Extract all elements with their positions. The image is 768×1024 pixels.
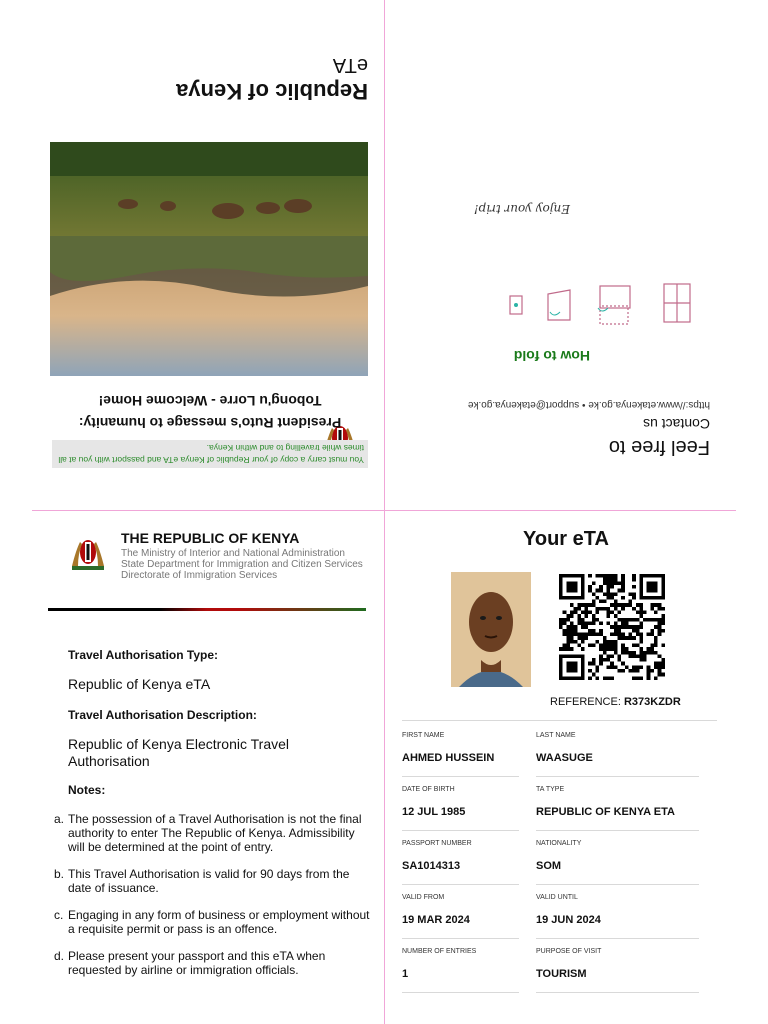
field-label: PASSPORT NUMBER: [402, 840, 472, 847]
ministry-block: [121, 548, 363, 581]
enjoy-trip-text: Enjoy your trip!: [473, 202, 570, 216]
directorate-line: Directorate of Immigration Services: [121, 570, 278, 581]
your-eta-title: Your eTA: [523, 528, 609, 550]
type-label: Travel Authorisation Type:: [68, 648, 219, 662]
field-value: REPUBLIC OF KENYA ETA: [536, 806, 675, 818]
note-item: [54, 867, 374, 895]
reference-value: R373KZDR: [623, 696, 681, 708]
qr-code: [559, 574, 665, 680]
note-key: c.: [54, 908, 64, 922]
reference-line: [550, 696, 681, 708]
note-item: [54, 812, 374, 854]
field-value: TOURISM: [536, 968, 587, 980]
kenya-flag-stripe: [48, 608, 366, 611]
fold-steps-diagram: [400, 280, 720, 330]
field-value: 12 JUL 1985: [402, 806, 466, 818]
field-label: PURPOSE OF VISIT: [536, 948, 602, 955]
field-value: SA1014313: [402, 860, 461, 872]
note-text: This Travel Authorisation is valid for 90 days from the date of issuance.: [68, 867, 350, 895]
authorisation-info-panel: [48, 520, 368, 1010]
field-label: NATIONALITY: [536, 840, 582, 847]
kenya-coat-of-arms-icon: [66, 530, 110, 574]
field-label: NUMBER OF ENTRIES: [402, 948, 477, 955]
field-divider: [402, 830, 519, 831]
message-line-1: President Ruto's message to humanity:: [78, 415, 342, 431]
field-label: VALID UNTIL: [536, 894, 578, 901]
field-label: LAST NAME: [536, 732, 576, 739]
notes-list: [54, 812, 374, 990]
contact-us-text: Contact us: [643, 416, 710, 432]
note-key: d.: [54, 949, 65, 963]
eta-subtitle: eTA: [332, 54, 368, 76]
field-value: 19 MAR 2024: [402, 914, 470, 926]
field-value: 19 JUN 2024: [536, 914, 601, 926]
field-value: WAASUGE: [536, 752, 593, 764]
description-label: Travel Authorisation Description:: [68, 708, 257, 722]
field-label: FIRST NAME: [402, 732, 445, 739]
feel-free-text: Feel free to: [608, 436, 710, 458]
notes-label: Notes:: [68, 783, 106, 797]
note-text: Please present your passport and this eTA when requested by airline or immigration officials.: [68, 949, 326, 977]
field-divider: [402, 992, 519, 993]
field-divider: [402, 938, 519, 939]
type-value: Republic of Kenya eTA: [68, 676, 211, 692]
note-text: Engaging in any form of business or employment without a requisite permit or pass is an offence.: [68, 908, 370, 936]
eta-details-panel: [384, 520, 768, 1010]
field-label: VALID FROM: [402, 894, 445, 901]
field-divider: [402, 776, 519, 777]
field-value: 1: [402, 968, 409, 980]
carry-copy-notice: You must carry a copy of your Republic of Kenya eTA and passport with you at all times while travelling to and within Kenya.: [52, 440, 368, 468]
reference-label: REFERENCE:: [550, 696, 621, 708]
passport-photo: [451, 572, 531, 687]
note-text: The possession of a Travel Authorisation is not the final authority to enter The Republic of Kenya. Admissibility will be determined at the point of entry.: [68, 812, 362, 854]
republic-of-kenya-title: Republic of Kenya: [176, 79, 368, 104]
ministry-line: The Ministry of Interior and National Administration: [121, 548, 345, 559]
field-divider: [536, 776, 699, 777]
field-divider: [536, 992, 699, 993]
field-value: AHMED HUSSEIN: [402, 752, 495, 764]
field-divider: [536, 884, 699, 885]
horizontal-fold-line: [32, 510, 736, 511]
field-value: SOM: [536, 860, 562, 872]
note-key: a.: [54, 812, 65, 826]
cover-panel: [48, 54, 368, 468]
field-label: TA TYPE: [536, 786, 565, 793]
republic-title: THE REPUBLIC OF KENYA: [121, 530, 300, 546]
field-divider: [536, 938, 699, 939]
contact-url: https://www.etakenya.go.ke • support@etakenya.go.ke: [467, 399, 710, 410]
description-value: Republic of Kenya Electronic Travel Authorisation: [68, 736, 289, 769]
department-line: State Department for Immigration and Citizen Services: [121, 559, 363, 570]
divider: [402, 720, 717, 721]
message-line-2: Tobong'u Lorre - Welcome Home!: [98, 393, 322, 409]
note-key: b.: [54, 867, 65, 881]
field-divider: [536, 830, 699, 831]
field-label: DATE OF BIRTH: [402, 786, 455, 793]
how-to-fold-title: How to fold: [513, 348, 590, 364]
field-divider: [402, 884, 519, 885]
note-item: [54, 908, 374, 936]
back-panel: [400, 58, 740, 468]
note-item: [54, 949, 374, 977]
